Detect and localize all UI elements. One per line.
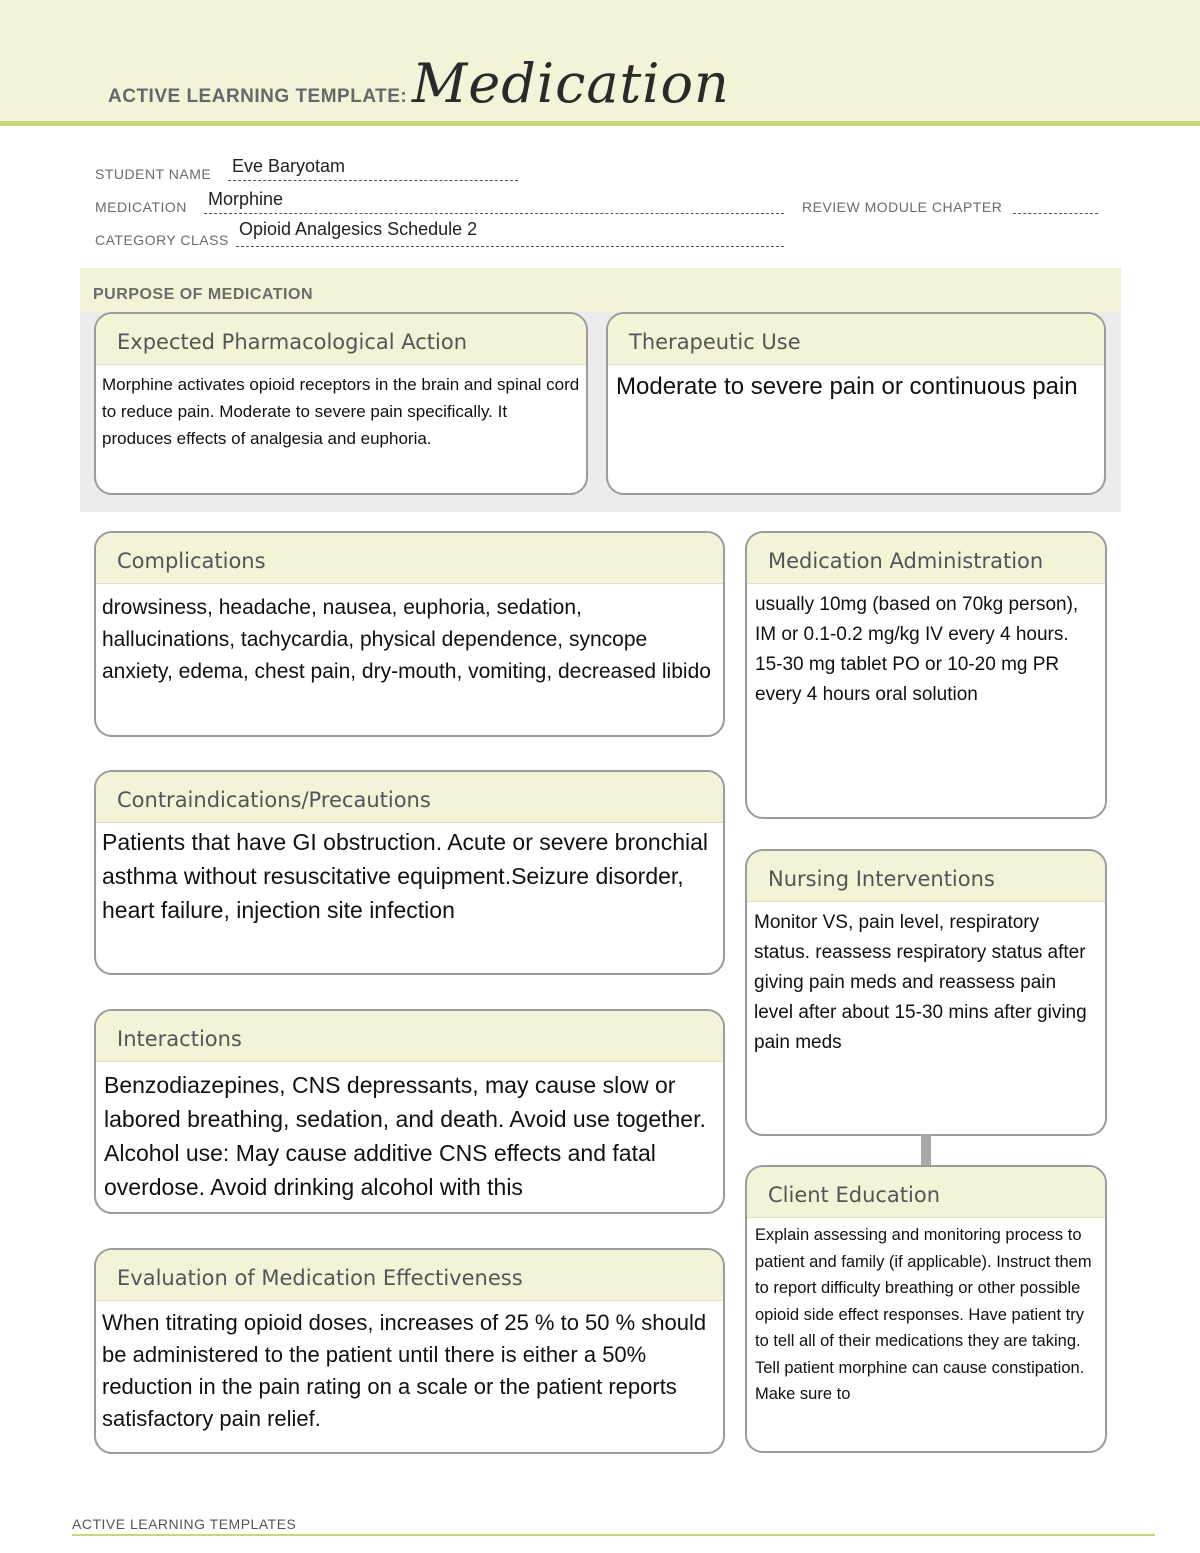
- box-connector: [921, 1134, 931, 1166]
- administration-text[interactable]: usually 10mg (based on 70kg person), IM or 0.1-0.2 mg/kg IV every 4 hours. 15-30 mg tablet PO or 10-20 mg PR every 4 hours oral solution: [755, 594, 1079, 705]
- complications-text[interactable]: drowsiness, headache, nausea, euphoria, sedation, hallucinations, tachycardia, physical dependence, syncope anxiety, edema, chest pain, dry-mouth, vomiting, decreased libido: [102, 596, 711, 683]
- expected-action-box: [94, 312, 588, 495]
- client-education-title: Client Education: [768, 1183, 941, 1207]
- purpose-label: PURPOSE OF MEDICATION: [93, 286, 313, 303]
- complications-header: [96, 533, 723, 584]
- therapeutic-use-title: Therapeutic Use: [629, 330, 801, 354]
- therapeutic-use-box: [606, 312, 1106, 495]
- medication-label: MEDICATION: [95, 199, 187, 215]
- student-name-line: [228, 180, 518, 181]
- complications-title: Complications: [117, 549, 266, 573]
- contraindications-text[interactable]: Patients that have GI obstruction. Acute or severe bronchial asthma without resuscitative equipment.Seizure disorder, heart failure, injection site infection: [102, 829, 709, 923]
- administration-title: Medication Administration: [768, 549, 1044, 573]
- contraindications-box: [94, 770, 725, 975]
- category-class-label: CATEGORY CLASS: [95, 232, 229, 248]
- therapeutic-use-text[interactable]: Moderate to severe pain or continuous pain: [616, 373, 1078, 400]
- evaluation-text[interactable]: When titrating opioid doses, increases of 25 % to 50 % should be administered to the patient until there is either a 50% reduction in the pain rating on a scale or the patient reports satisfactory pain relief.: [102, 1310, 707, 1431]
- review-module-line: [1013, 213, 1098, 214]
- review-module-label: REVIEW MODULE CHAPTER: [802, 199, 1003, 215]
- interactions-title: Interactions: [117, 1027, 242, 1051]
- evaluation-title: Evaluation of Medication Effectiveness: [117, 1266, 523, 1290]
- client-education-header: [747, 1167, 1105, 1218]
- client-education-text[interactable]: Explain assessing and monitoring process to patient and family (if applicable). Instruct them to report difficulty breathing or other possible opioid side effect responses. Have patient try to tell all of their medications they are taking. Tell patient morphine can cause constipation. Make sure to: [755, 1226, 1092, 1403]
- administration-header: [747, 533, 1105, 584]
- expected-action-header: [96, 314, 586, 365]
- contraindications-title: Contraindications/Precautions: [117, 788, 431, 812]
- evaluation-header: [96, 1250, 723, 1301]
- complications-box: [94, 531, 725, 737]
- student-name-value[interactable]: Eve Baryotam: [232, 156, 346, 176]
- client-education-box: [745, 1165, 1107, 1453]
- interactions-text[interactable]: Benzodiazepines, CNS depressants, may cause slow or labored breathing, sedation, and death. Avoid use together. Alcohol use: May cause additive CNS effects and fatal overdose. Avoid drinking alcohol with this: [104, 1072, 706, 1200]
- header-rule: [0, 121, 1200, 126]
- therapeutic-use-header: [608, 314, 1104, 365]
- page-title: Medication: [412, 52, 730, 115]
- template-label: ACTIVE LEARNING TEMPLATE:: [108, 86, 408, 107]
- administration-box: [745, 531, 1107, 819]
- interactions-box: [94, 1009, 725, 1214]
- interactions-header: [96, 1011, 723, 1062]
- medication-value[interactable]: Morphine: [208, 189, 284, 209]
- expected-action-title: Expected Pharmacological Action: [117, 330, 468, 354]
- footer-rule: [72, 1534, 1155, 1536]
- nursing-interventions-box: [745, 849, 1107, 1136]
- evaluation-box: [94, 1248, 725, 1454]
- category-class-line: [236, 246, 784, 247]
- category-class-value[interactable]: Opioid Analgesics Schedule 2: [239, 219, 478, 239]
- footer-label: ACTIVE LEARNING TEMPLATES: [72, 1516, 297, 1532]
- student-name-label: STUDENT NAME: [95, 166, 212, 182]
- nursing-interventions-text[interactable]: Monitor VS, pain level, respiratory status. reassess respiratory status after giving pain meds and reassess pain level after about 15-30 mins after giving pain meds: [754, 912, 1087, 1053]
- nursing-interventions-header: [747, 851, 1105, 902]
- nursing-interventions-title: Nursing Interventions: [768, 867, 995, 891]
- contraindications-header: [96, 772, 723, 823]
- expected-action-text[interactable]: Morphine activates opioid receptors in the brain and spinal cord to reduce pain. Moderate to severe pain specifically. It produces effects of analgesia and euphoria.: [102, 375, 580, 448]
- medication-line: [204, 213, 784, 214]
